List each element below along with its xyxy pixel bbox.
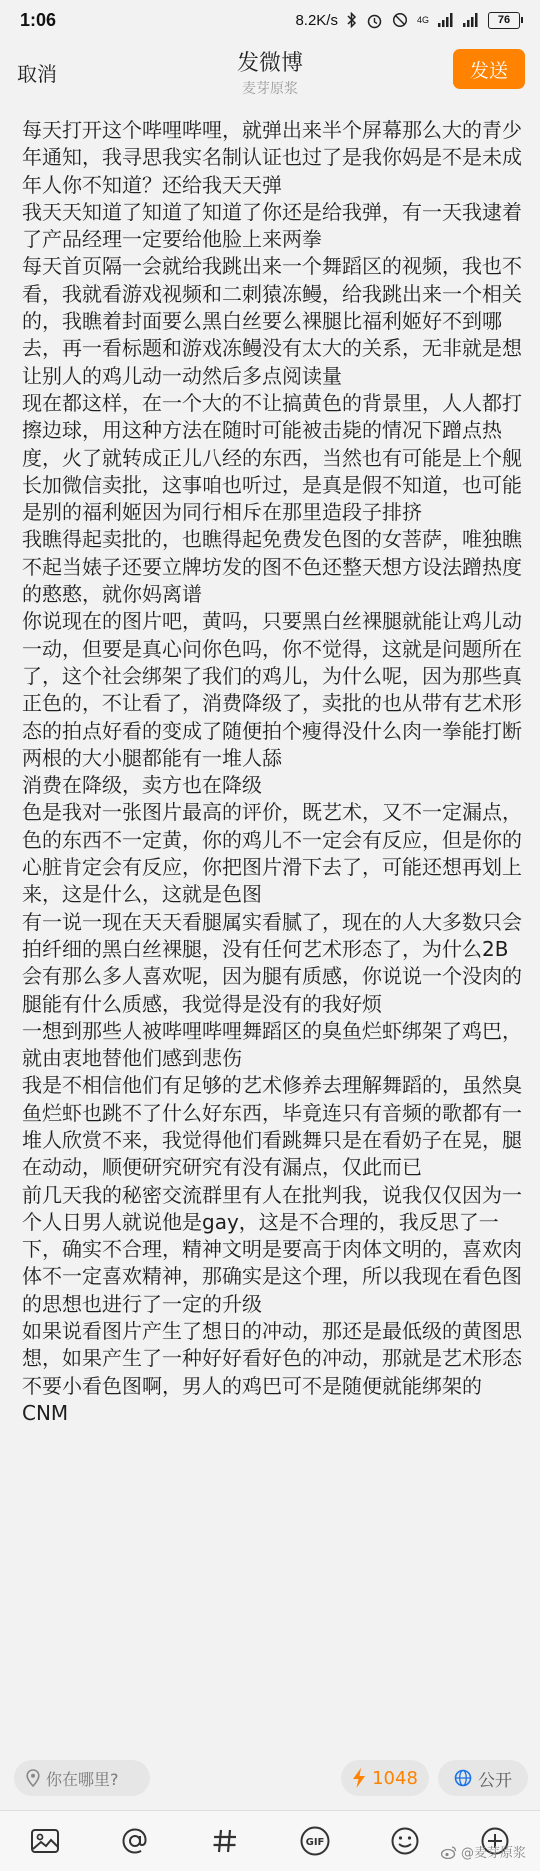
image-button[interactable] bbox=[23, 1819, 67, 1863]
alarm-icon bbox=[366, 12, 383, 29]
emoji-icon bbox=[390, 1826, 420, 1856]
bluetooth-icon bbox=[347, 12, 357, 28]
hashtag-icon bbox=[211, 1827, 239, 1855]
visibility-button[interactable] bbox=[438, 1760, 528, 1796]
signal-label: 4G bbox=[416, 14, 429, 25]
mention-icon bbox=[120, 1826, 150, 1856]
watermark-text: @麦芽原浆 bbox=[460, 1846, 526, 1861]
signal-icon bbox=[438, 13, 454, 27]
status-indicators bbox=[295, 12, 520, 29]
hashtag-button[interactable] bbox=[203, 1819, 247, 1863]
location-pin-icon bbox=[26, 1769, 40, 1787]
account-name: 麦芽原浆 bbox=[242, 81, 298, 97]
post-info-bar bbox=[0, 1758, 540, 1806]
status-bar bbox=[0, 0, 540, 40]
page-title: 发微博 bbox=[236, 51, 303, 76]
location-placeholder: 你在哪里? bbox=[46, 1769, 119, 1789]
score-button[interactable] bbox=[341, 1760, 429, 1796]
mention-button[interactable] bbox=[113, 1819, 157, 1863]
signal-icon-2 bbox=[463, 13, 479, 27]
battery-icon bbox=[488, 12, 520, 29]
weibo-logo-icon bbox=[441, 1845, 457, 1859]
network-speed: 8.2K/s bbox=[295, 11, 338, 29]
lightning-icon bbox=[352, 1768, 366, 1788]
mute-icon bbox=[392, 12, 408, 28]
watermark bbox=[441, 1842, 526, 1861]
gif-button[interactable] bbox=[293, 1819, 337, 1863]
gif-icon bbox=[299, 1825, 331, 1857]
battery-level: 76 bbox=[497, 14, 511, 26]
emoji-button[interactable] bbox=[383, 1819, 427, 1863]
image-icon bbox=[30, 1828, 60, 1854]
svg-text:GIF: GIF bbox=[305, 1837, 325, 1848]
status-time: 1:06 bbox=[20, 9, 57, 30]
globe-icon bbox=[454, 1769, 472, 1787]
visibility-label: 公开 bbox=[478, 1770, 512, 1791]
score-value: 1048 bbox=[372, 1767, 418, 1789]
compose-toolbar bbox=[0, 1810, 540, 1871]
send-button[interactable]: 发送 bbox=[453, 49, 525, 89]
post-text-area[interactable]: 每天打开这个哔哩哔哩，就弹出来半个屏幕那么大的青少年通知，我寻思我实名制认证也过了是我你妈是不是未成年人你不知道？还给我天天弹 我天天知道了知道了知道了你还是给我弹，有一天我逮着了产品经理一定要给他脸上来两拳 每天首页隔一会就给我跳出来一个舞蹈区的视频，我也不看，我就看游戏视频和二刺猿冻鳗，给我跳出来一个相关的，我瞧着封面要么黑白丝要么裸腿比福利姬好不到哪去，再一看标题和游戏冻鳗没有太大的关系，无非就是想让别人的鸡儿动一动然后多点阅读量 现在都这样，在一个大的不让搞黄色的背景里，人人都打擦边球，用这种方法在随时可能被击毙的情况下蹭点热度，火了就转成正儿八经的东西，当然也有可能是上个舰长加微信卖批，这事咱也听过，是真是假不知道，也可能是别的福利姬因为同行相斥在那里造段子排挤 我瞧得起卖批的，也瞧得起免费发色图的女菩萨，唯独瞧不起当婊子还要立牌坊发的图不色还整天想方设法蹭热度的憨憨，就你妈离谱 你说现在的图片吧，黄吗，只要黑白丝裸腿就能让鸡儿动一动，但要是真心问你色吗，你不觉得，这就是问题所在了，这个社会绑架了我们的鸡儿，为什么呢，因为那些真正色的，不让看了，消费降级了，卖批的也从带有艺术形态的拍点好看的变成了随便拍个瘦得没什么肉一拳能打断两根的大小腿都能有一堆人舔 消费在降级，卖方也在降级 色是我对一张图片最高的评价，既艺术，又不一定漏点，色的东西不一定黄，你的鸡儿不一定会有反应，但是你的心脏肯定会有反应，你把图片滑下去了，可能还想再划上来，这是什么，这就是色图 有一说一现在天天看腿属实看腻了，现在的人大多数只会拍纤细的黑白丝裸腿，没有任何艺术形态了，为什么2B会有那么多人喜欢呢，因为腿有质感，你说说一个没肉的腿能有什么质感，我觉得是没有的我好烦 一想到那些人被哔哩哔哩舞蹈区的臭鱼烂虾绑架了鸡巴，就由衷地替他们感到悲伤 我是不相信他们有足够的艺术修养去理解舞蹈的，虽然臭鱼烂虾也跳不了什么好东西，毕竟连只有音频的歌都有一堆人欣赏不来，我觉得他们看跳舞只是在看奶子在晃，腿在动动，顺便研究研究有没有漏点，仅此而已 前几天我的秘密交流群里有人在批判我，说我仅仅因为一个人日男人就说他是gay，这是不合理的，我反思了一下，确实不合理，精神文明是要高于肉体文明的，喜欢肉体不一定喜欢精神，那确实是这个理，所以我现在看色图的思想也进行了一定的升级 如果说看图片产生了想日的冲动，那还是最低级的黄图思想，如果产生了一种好好看好色的冲动，那就是艺术形态 不要小看色图啊，男人的鸡巴可不是随便就能绑架的 CNM bbox=[22, 118, 522, 1425]
cancel-button[interactable]: 取消 bbox=[17, 62, 57, 86]
location-button[interactable] bbox=[14, 1760, 150, 1796]
